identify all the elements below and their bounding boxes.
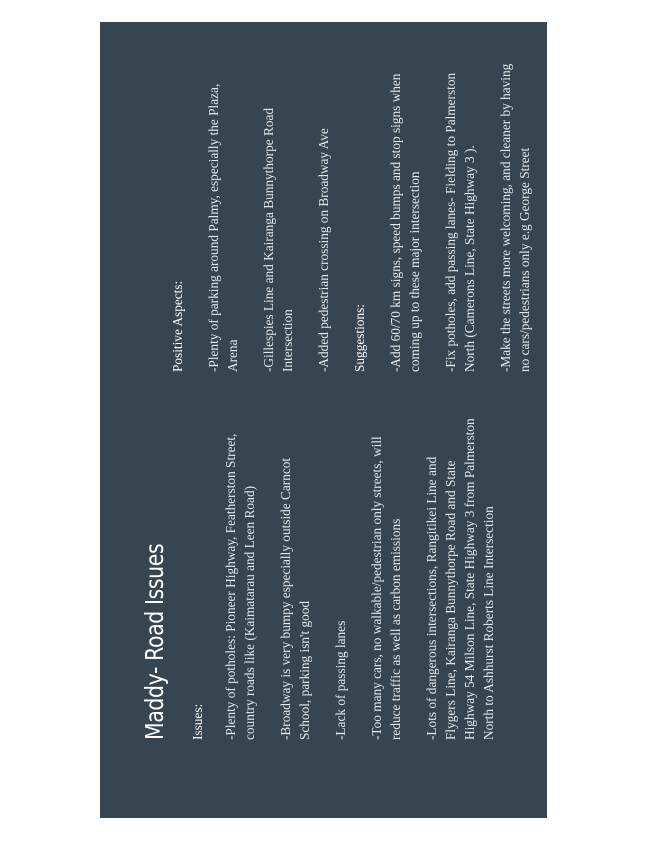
suggestions-heading: Suggestions: — [352, 304, 367, 372]
issue-item: -Lack of passing lanes — [333, 620, 348, 740]
suggestion-item: -Add 60/70 km signs, speed bumps and stop signs when coming up to these major intersection — [388, 73, 422, 372]
positive-item: -Plenty of parking around Palmy, especially the Plaza, Arena — [206, 83, 240, 372]
issue-item: -Too many cars, no walkable/pedestrian only streets, will reduce traffic as well as carbon emissions — [369, 436, 403, 740]
slide — [100, 22, 547, 818]
issue-item: -Broadway is very bumpy especially outside Carncot School, parking isn't good — [278, 457, 312, 740]
issue-item: -Lots of dangerous intersections, Rangitikei Line and Flygers Line, Kairanga Bunnythorpe Road and State Highway 54 Milson Line, State Highway 3 from Palmerston North to Ashhurst Roberts Line Intersection — [424, 418, 496, 740]
slide-content — [100, 22, 547, 818]
issue-item: -Plenty of potholes: Pioneer Highway, Featherston Street, country roads like (Kaimatarau and Leen Road) — [223, 433, 257, 740]
slide-title: Maddy- Road Issues — [140, 543, 169, 740]
suggestion-item: -Make the streets more welcoming, and cleaner by having no cars/pedestrians only e.g George Street — [498, 63, 532, 372]
positive-item: -Added pedestrian crossing on Broadway Ave — [316, 128, 331, 372]
issues-heading: Issues: — [190, 703, 205, 740]
positive-heading: Positive Aspects: — [170, 280, 185, 372]
issues-column — [188, 415, 515, 740]
positive-item: -Gillespies Line and Kairanga Bunnythorpe Road Intersection — [261, 107, 295, 372]
suggestion-item: -Fix potholes, add passing lanes- Fielding to Palmerston North (Camerons Line, State Highway 3 ). — [443, 72, 477, 372]
positive-suggestions-column — [168, 54, 547, 372]
